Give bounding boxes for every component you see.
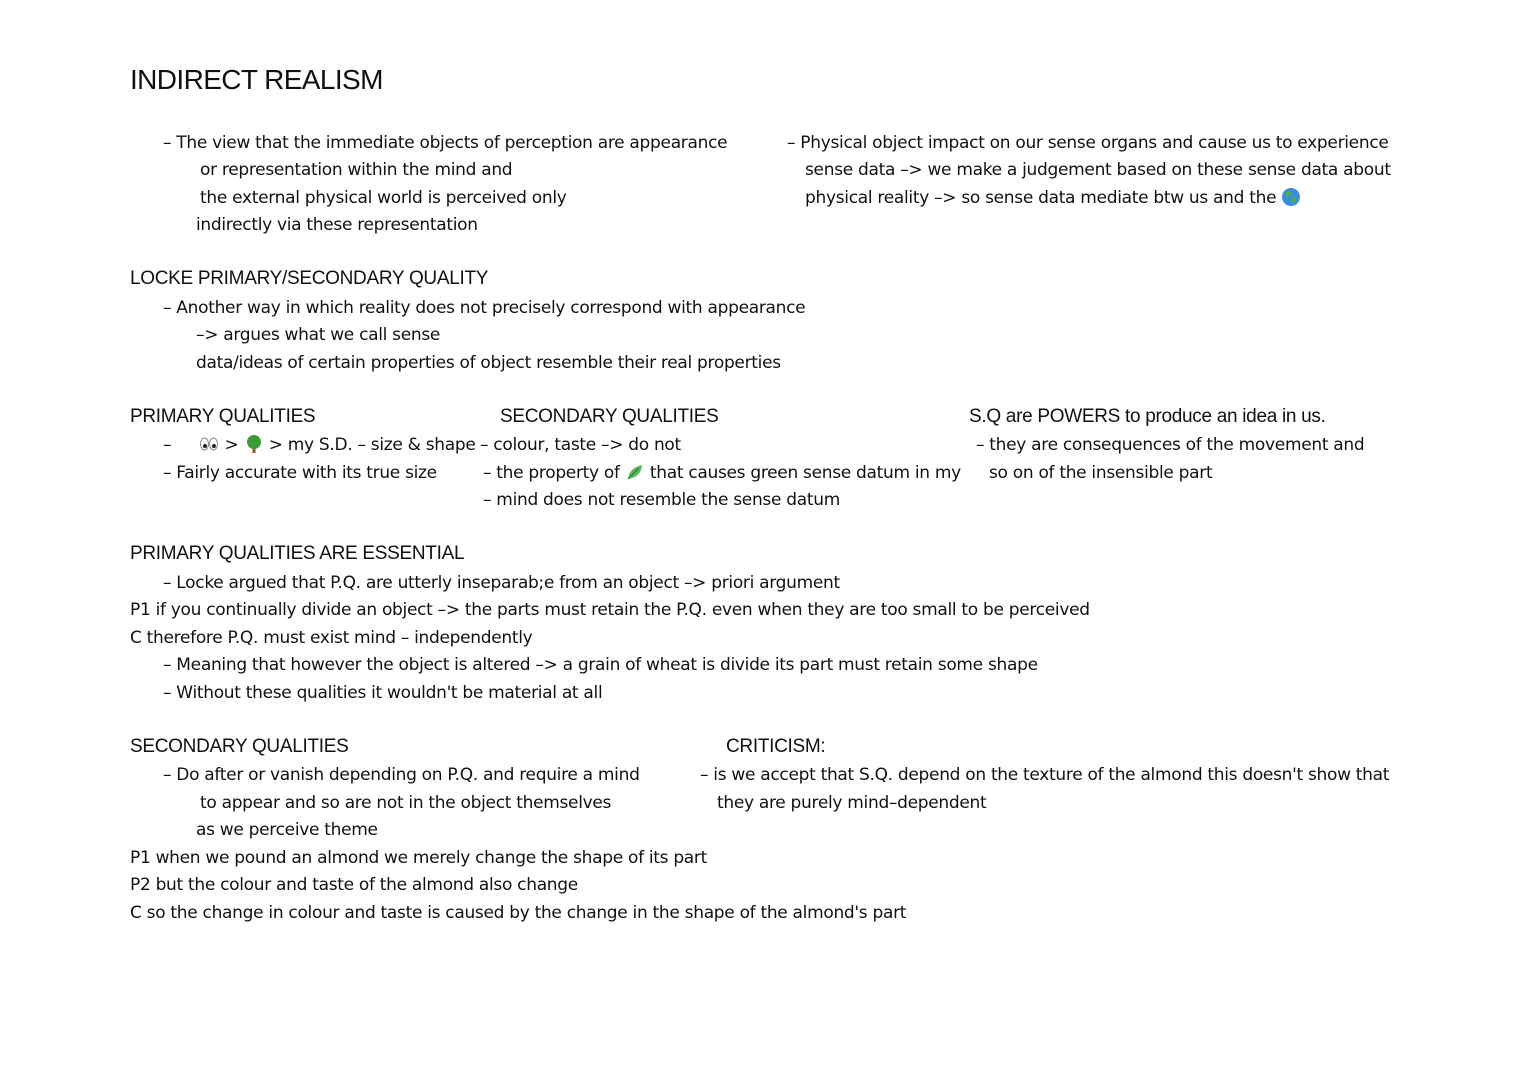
secondary-2-line-2: to appear and so are not in the object themselves (200, 793, 612, 813)
secondary-line-3: – mind does not resemble the sense datum (483, 490, 840, 510)
primary-line-2: – Fairly accurate with its true size (163, 463, 437, 483)
intro-right-line-1: – Physical object impact on our sense organs and cause us to experience (787, 133, 1389, 153)
powers-heading: S.Q are POWERS to produce an idea in us. (969, 406, 1326, 427)
intro-right-line-3 (805, 187, 1301, 209)
powers-line-1: – they are consequences of the movement and (976, 435, 1365, 455)
criticism-line-1: – is we accept that S.Q. depend on the texture of the almond this doesn't show that (700, 765, 1390, 785)
secondary-line-2-post: that causes green sense datum in my (649, 463, 961, 483)
secondary-2-line-6: C so the change in colour and taste is caused by the change in the shape of the almond's part (130, 903, 907, 923)
secondary-line-2-pre: – the property of (483, 463, 620, 483)
secondary-heading: SECONDARY QUALITIES (500, 406, 719, 427)
locke-heading: LOCKE PRIMARY/SECONDARY QUALITY (130, 268, 489, 289)
secondary-2-line-5: P2 but the colour and taste of the almond also change (130, 875, 578, 895)
globe-icon (1281, 187, 1301, 207)
secondary-2-line-1: – Do after or vanish depending on P.Q. and require a mind (163, 765, 640, 785)
leaf-icon (625, 462, 645, 482)
intro-left-line-3: the external physical world is perceived only (200, 188, 567, 208)
primary-line-1 (163, 434, 476, 456)
primary-line-1-dash: – (163, 435, 172, 455)
essential-line-4: – Meaning that however the object is altered –> a grain of wheat is divide its part must retain some shape (163, 655, 1038, 675)
primary-line-1-rest: > my S.D. – size & shape (268, 435, 476, 455)
primary-heading: PRIMARY QUALITIES (130, 406, 316, 427)
criticism-heading: CRITICISM: (726, 736, 826, 757)
primary-line-1-gt: > (224, 435, 239, 455)
essential-heading: PRIMARY QUALITIES ARE ESSENTIAL (130, 543, 465, 564)
secondary-2-heading: SECONDARY QUALITIES (130, 736, 349, 757)
intro-left-line-2: or representation within the mind and (200, 160, 513, 180)
intro-right-line-2: sense data –> we make a judgement based on these sense data about (805, 160, 1391, 180)
essential-line-5: – Without these qualities it wouldn't be material at all (163, 683, 603, 703)
secondary-line-1: – colour, taste –> do not (480, 435, 681, 455)
locke-line-3: data/ideas of certain properties of object resemble their real properties (196, 353, 781, 373)
criticism-line-2: they are purely mind–dependent (717, 793, 987, 813)
secondary-2-line-3: as we perceive theme (196, 820, 378, 840)
essential-line-1: – Locke argued that P.Q. are utterly inseparab;e from an object –> priori argument (163, 573, 840, 593)
secondary-line-2 (483, 462, 961, 484)
intro-right-line-3-text: physical reality –> so sense data mediate btw us and the (805, 188, 1277, 208)
locke-line-2: –> argues what we call sense (196, 325, 441, 345)
page-title: INDIRECT REALISM (130, 64, 383, 95)
secondary-2-line-4: P1 when we pound an almond we merely change the shape of its part (130, 848, 707, 868)
essential-line-3: C therefore P.Q. must exist mind – independently (130, 628, 533, 648)
essential-line-2: P1 if you continually divide an object –> the parts must retain the P.Q. even when they are too small to be perceived (130, 600, 1090, 620)
powers-line-2: so on of the insensible part (989, 463, 1213, 483)
intro-left-line-1: – The view that the immediate objects of perception are appearance (163, 133, 728, 153)
intro-left-line-4: indirectly via these representation (196, 215, 478, 235)
locke-line-1: – Another way in which reality does not precisely correspond with appearance (163, 298, 806, 318)
tree-icon (244, 434, 264, 454)
eyes-icon (199, 434, 219, 454)
